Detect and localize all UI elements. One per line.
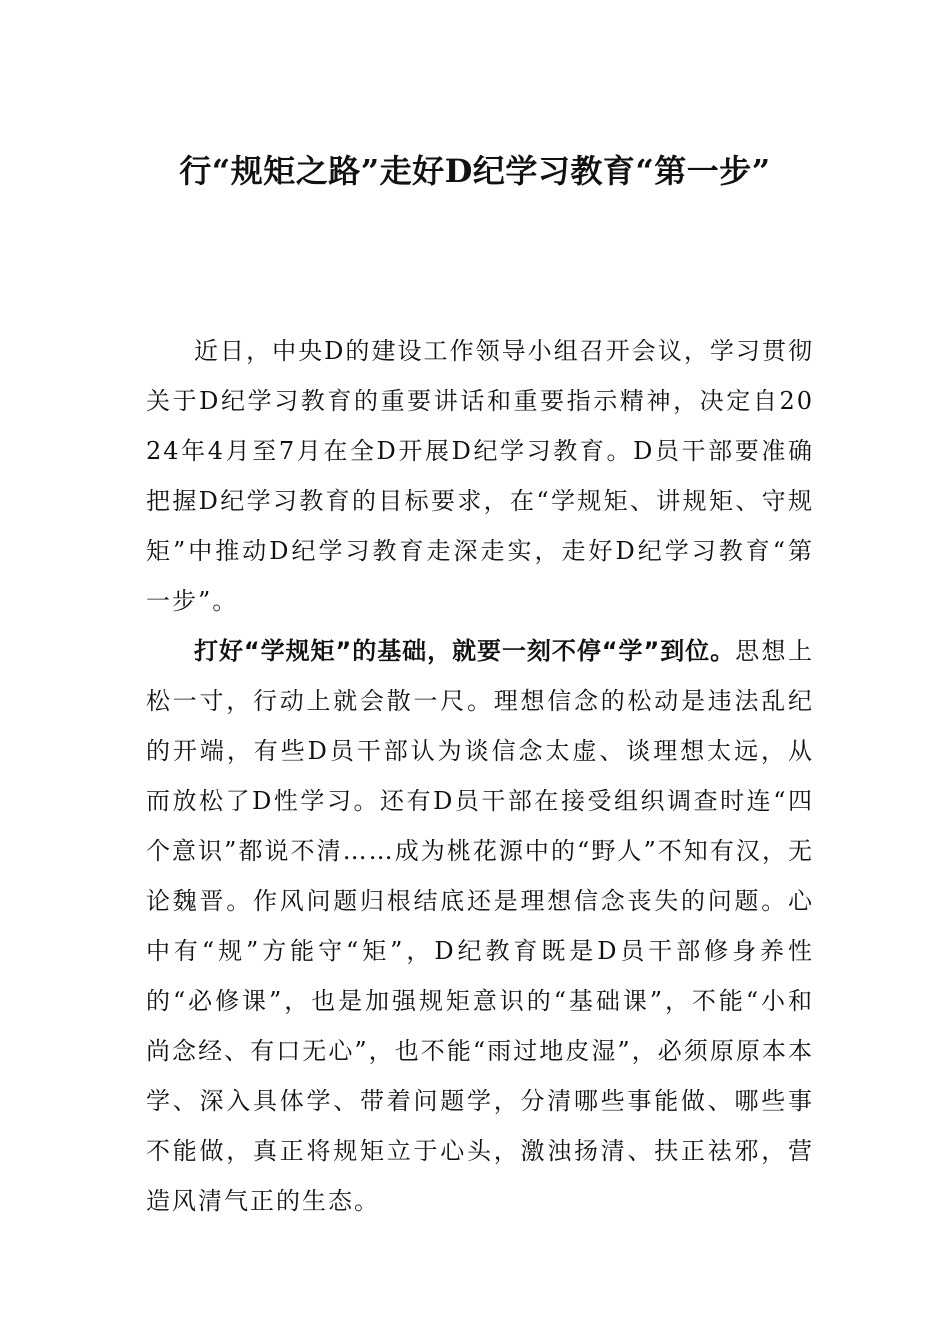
paragraph-learn-rules [146,626,814,1226]
paragraph-intro [146,326,814,626]
paragraph-lead-sentence: 打好“学规矩”的基础，就要一刻不停“学”到位。 [194,637,736,665]
document-body [146,326,814,1226]
paragraph-intro-text: 近日，中央D的建设工作领导小组召开会议，学习贯彻关于D纪学习教育的重要讲话和重要指示精神，决定自2024年4月至7月在全D开展D纪学习教育。D员干部要准确把握D纪学习教育的目标要求，在“学规矩、讲规矩、守规矩”中推动D纪学习教育走深走实，走好D纪学习教育“第一步”。 [146,337,814,615]
document-title: 行“规矩之路”走好D纪学习教育“第一步” [179,152,771,190]
paragraph-learn-rules-text: 思想上松一寸，行动上就会散一尺。理想信念的松动是违法乱纪的开端，有些D员干部认为谈信念太虚、谈理想太远，从而放松了D性学习。还有D员干部在接受组织调查时连“四个意识”都说不清……成为桃花源中的“野人”不知有汉，无论魏晋。作风问题归根结底还是理想信念丧失的问题。心中有“规”方能守“矩”，D纪教育既是D员干部修身养性的“必修课”，也是加强规矩意识的“基础课”，不能“小和尚念经、有口无心”，也不能“雨过地皮湿”，必须原原本本学、深入具体学、带着问题学，分清哪些事能做、哪些事不能做，真正将规矩立于心头，激浊扬清、扶正祛邪，营造风清气正的生态。 [146,637,815,1215]
